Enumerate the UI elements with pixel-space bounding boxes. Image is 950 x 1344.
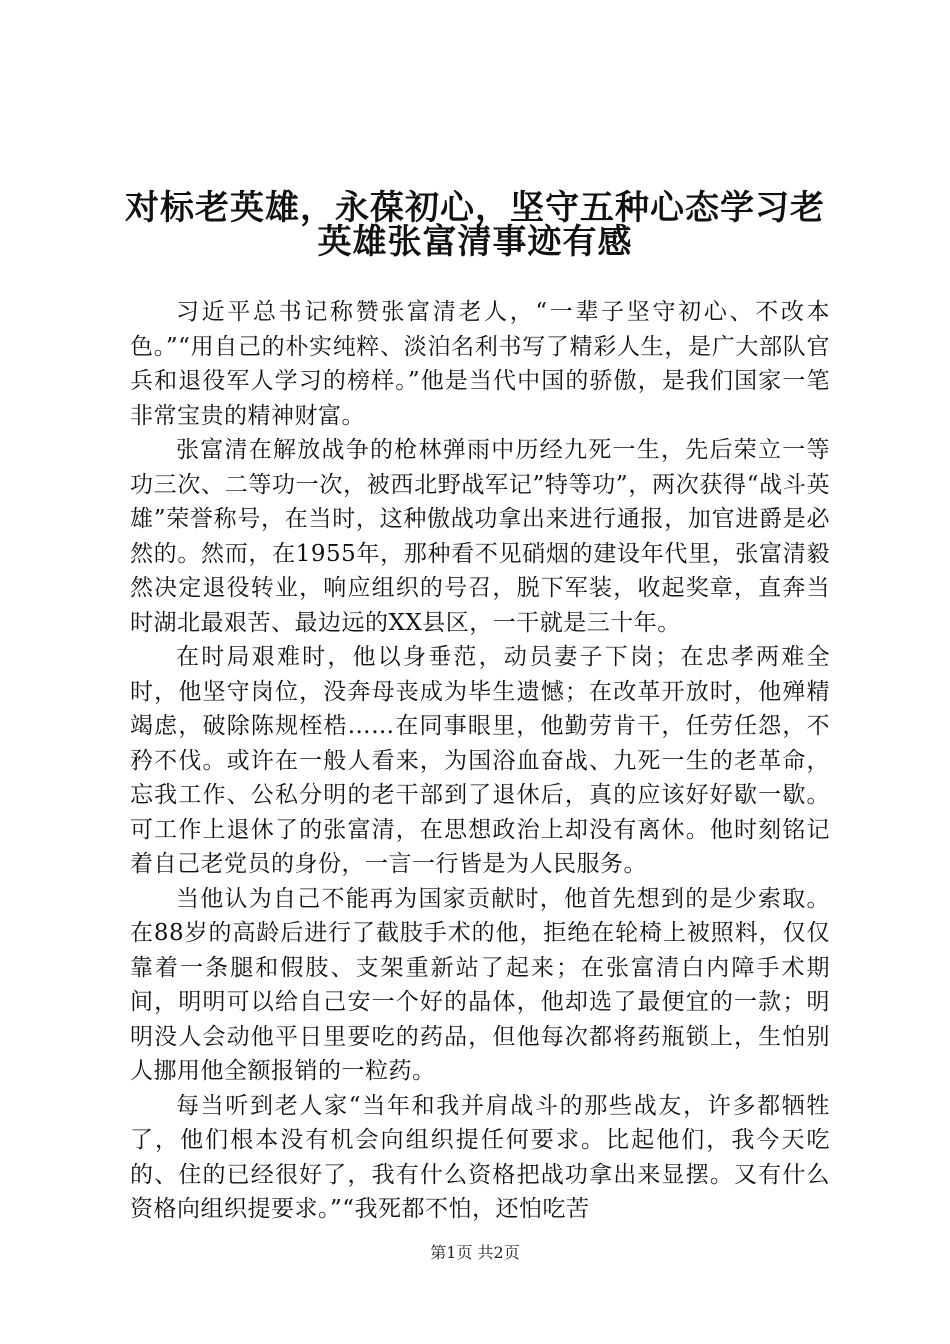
document-title-line-2: 英雄张富清事迹有感 <box>317 222 633 262</box>
page-footer: 第1页 共2页 <box>430 1243 520 1262</box>
paragraph: 当他认为自己不能再为国家贡献时，他首先想到的是少索取。在88岁的高龄后进行了截肢手术的他，拒绝在轮椅上被照料，仅仅靠着一条腿和假肢、支架重新站了起来；在张富清白内障手术期间，明明可以给自己安一个好的晶体，他却选了最便宜的一款；明明没人会动他平日里要吃的药品，但他每次都将药瓶锁上，生怕别人挪用他全额报销的一粒药。 <box>130 885 830 1084</box>
paragraph: 每当听到老人家“当年和我并肩战斗的那些战友，许多都牺牲了，他们根本没有机会向组织提任何要求。比起他们，我今天吃的、住的已经很好了，我有什么资格把战功拿出来显摆。又有什么资格向组织提要求。”“我死都不怕，还怕吃苦 <box>130 1092 830 1222</box>
paragraph: 张富清在解放战争的枪林弹雨中历经九死一生，先后荣立一等功三次、二等功一次，被西北野战军记”特等功”，两次获得“战斗英雄”荣誉称号，在当时，这种傲战功拿出来进行通报，加官进爵是必然的。然而，在1955年，那种看不见硝烟的建设年代里，张富清毅然决定退役转业，响应组织的号召，脱下军装，收起奖章，直奔当时湖北最艰苦、最边远的XX县区，一干就是三十年。 <box>130 437 830 636</box>
document-title-line-1: 对标老英雄，永葆初心，坚守五种心态学习老 <box>125 188 825 228</box>
paragraph: 在时局艰难时，他以身垂范，动员妻子下岗；在忠孝两难全时，他坚守岗位，没奔母丧成为毕生遗憾；在改革开放时，他殚精竭虑，破除陈规桎梏……在同事眼里，他勤劳肯干，任劳任怨，不矜不伐。或许在一般人看来，为国浴血奋战、九死一生的老革命，忘我工作、公私分明的老干部到了退休后，真的应该好好歇一歇。可工作上退休了的张富清，在思想政治上却没有离休。他时刻铭记着自己老党员的身份，一言一行皆是为人民服务。 <box>130 644 830 877</box>
paragraph: 习近平总书记称赞张富清老人，“一辈子坚守初心、不改本色。”“用自己的朴实纯粹、淡泊名利书写了精彩人生，是广大部队官兵和退役军人学习的榜样。”他是当代中国的骄傲，是我们国家一笔非常宝贵的精神财富。 <box>130 299 830 429</box>
document-body <box>130 295 830 1227</box>
